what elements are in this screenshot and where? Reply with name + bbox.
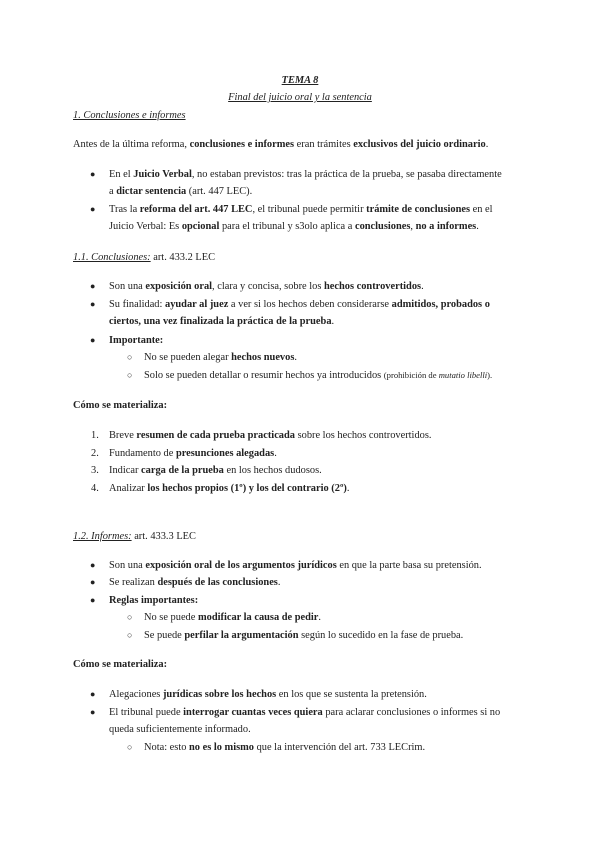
page-title: TEMA 8 <box>281 75 319 86</box>
sub-list-item: No se puede modificar la causa de pedir. <box>144 612 322 623</box>
como-heading: Cómo se materializa: <box>73 400 168 411</box>
bullet-glyph: ● <box>90 335 96 345</box>
sub-bullet-glyph: ○ <box>127 630 133 640</box>
list-number: 2. <box>91 448 99 459</box>
bullet-glyph: ● <box>90 281 96 291</box>
subsection-heading: 1.1. Conclusiones: art. 433.2 LEC <box>73 252 215 263</box>
bullet-glyph: ● <box>90 204 96 214</box>
section-heading: 1. Conclusiones e informes <box>73 110 186 121</box>
sub-list-item: Se puede perfilar la argumentación según lo sucedido en la fase de prueba. <box>144 630 464 641</box>
como-heading: Cómo se materializa: <box>73 659 168 670</box>
list-item-continuation: Juicio Verbal: Es opcional para el tribunal y s3olo aplica a conclusiones, no a informes. <box>109 221 479 232</box>
list-number: 3. <box>91 465 99 476</box>
numbered-item: Breve resumen de cada prueba practicada sobre los hechos controvertidos. <box>109 430 432 441</box>
sub-bullet-glyph: ○ <box>127 612 133 622</box>
list-item: Se realizan después de las conclusiones. <box>109 577 281 588</box>
bullet-glyph: ● <box>90 577 96 587</box>
list-item: Son una exposición oral de los argumentos jurídicos en que la parte basa su pretensión. <box>109 560 482 571</box>
list-item: En el Juicio Verbal, no estaban previstos: tras la práctica de la prueba, se pasaba directamente <box>109 169 502 180</box>
sub-list-item: Solo se pueden detallar o resumir hechos ya introducidos (prohibición de mutatio libelli). <box>144 370 493 381</box>
sub-list-item: Nota: esto no es lo mismo que la intervención del art. 733 LECrim. <box>144 742 426 753</box>
list-item-continuation: queda suficientemente informado. <box>109 724 251 735</box>
intro-paragraph: Antes de la última reforma, conclusiones e informes eran trámites exclusivos del juicio ordinario. <box>73 139 489 150</box>
list-item: Su finalidad: ayudar al juez a ver si los hechos deben considerarse admitidos, probados o <box>109 299 490 310</box>
page-subtitle: Final del juicio oral y la sentencia <box>228 92 372 103</box>
numbered-item: Fundamento de presunciones alegadas. <box>109 448 277 459</box>
numbered-item: Analizar los hechos propios (1º) y los del contrario (2º). <box>109 483 350 494</box>
list-item: El tribunal puede interrogar cuantas veces quiera para aclarar conclusiones o informes si no <box>109 707 501 718</box>
bullet-glyph: ● <box>90 169 96 179</box>
numbered-item: Indicar carga de la prueba en los hechos dudosos. <box>109 465 322 476</box>
bullet-glyph: ● <box>90 689 96 699</box>
bullet-glyph: ● <box>90 560 96 570</box>
sub-bullet-glyph: ○ <box>127 742 133 752</box>
bullet-glyph: ● <box>90 595 96 605</box>
list-item-continuation: a dictar sentencia (art. 447 LEC). <box>109 186 253 197</box>
list-item: Alegaciones jurídicas sobre los hechos en los que se sustenta la pretensión. <box>109 689 427 700</box>
sub-bullet-glyph: ○ <box>127 370 133 380</box>
list-item: Importante: <box>109 335 164 346</box>
list-item: Reglas importantes: <box>109 595 199 606</box>
list-number: 1. <box>91 430 99 441</box>
subsection-heading: 1.2. Informes: art. 433.3 LEC <box>73 531 196 542</box>
list-number: 4. <box>91 483 99 494</box>
sub-list-item: No se pueden alegar hechos nuevos. <box>144 352 297 363</box>
list-item: Tras la reforma del art. 447 LEC, el tribunal puede permitir trámite de conclusiones en el <box>109 204 493 215</box>
bullet-glyph: ● <box>90 707 96 717</box>
bullet-glyph: ● <box>90 299 96 309</box>
list-item-continuation: ciertos, una vez finalizada la práctica de la prueba. <box>109 316 335 327</box>
list-item: Son una exposición oral, clara y concisa, sobre los hechos controvertidos. <box>109 281 424 292</box>
sub-bullet-glyph: ○ <box>127 352 133 362</box>
